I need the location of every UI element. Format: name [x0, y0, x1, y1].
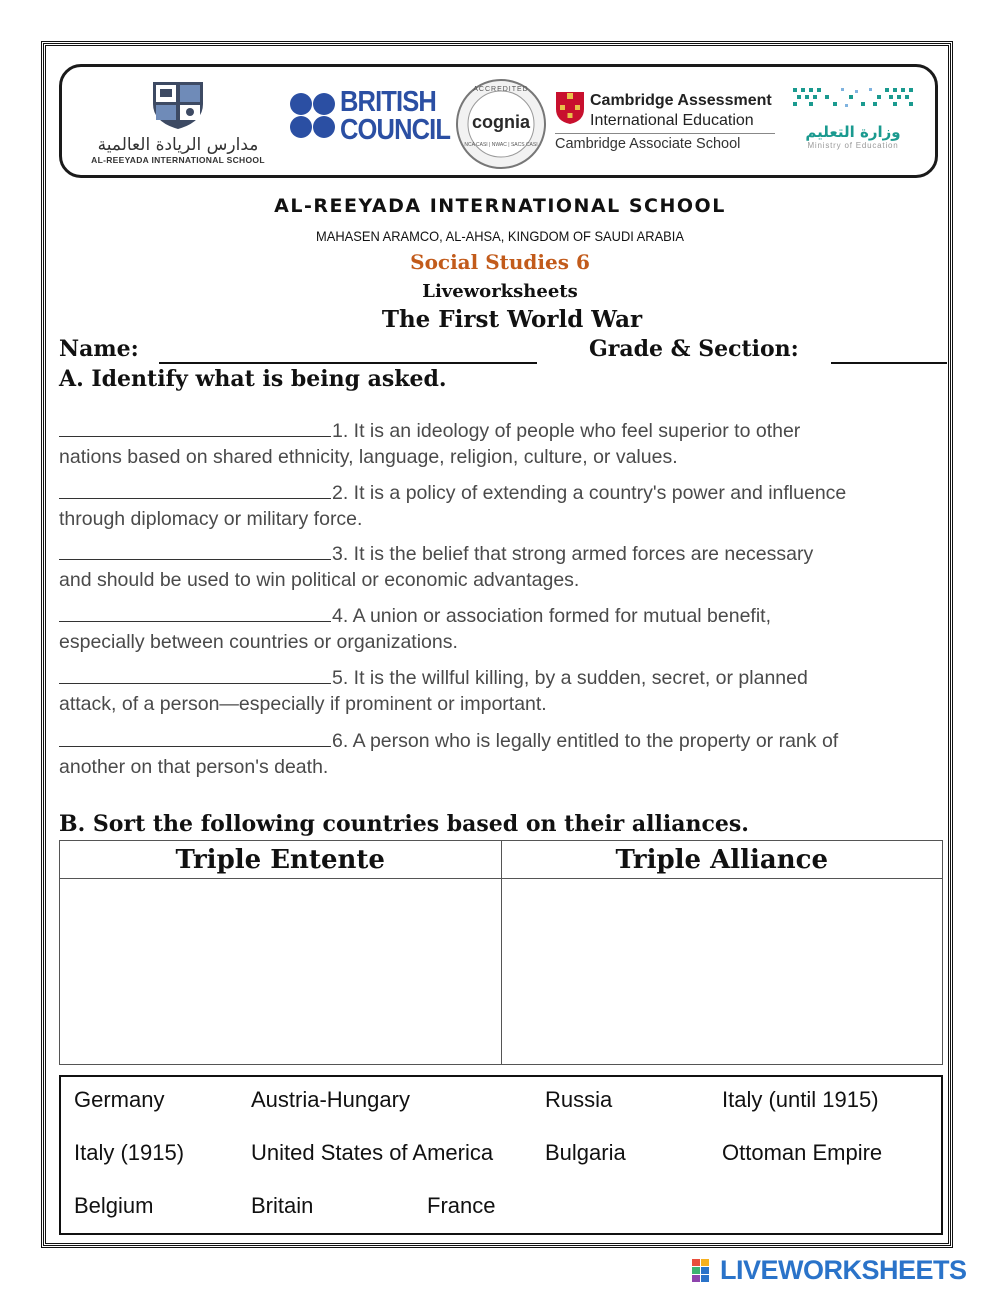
- country-bulgaria[interactable]: Bulgaria: [545, 1140, 626, 1165]
- question-4: [59, 603, 949, 655]
- country-belgium[interactable]: Belgium: [74, 1193, 154, 1218]
- school-name: AL-REEYADA INTERNATIONAL SCHOOL: [274, 195, 726, 217]
- reeyada-shield-icon: [151, 80, 205, 130]
- question-3-line1: 3. It is the belief that strong armed forces are necessary: [332, 543, 814, 565]
- question-5: [59, 665, 949, 717]
- name-input-line[interactable]: [159, 362, 537, 364]
- question-2-line2: through diplomacy or military force.: [59, 508, 363, 530]
- country-austria-hungary[interactable]: Austria-Hungary: [251, 1087, 410, 1112]
- cognia-logo: [455, 78, 547, 170]
- answer-blank-6[interactable]: [59, 728, 331, 747]
- question-5-line2: attack, of a person—especially if prominent or important.: [59, 693, 547, 715]
- grade-section-label: Grade & Section:: [589, 336, 799, 362]
- question-2-line1: 2. It is a policy of extending a country's power and influence: [332, 482, 847, 504]
- country-italy-1915[interactable]: Italy (1915): [74, 1140, 185, 1165]
- triple-alliance-dropzone[interactable]: [501, 879, 943, 1065]
- triple-entente-header: Triple Entente: [60, 841, 502, 879]
- answer-blank-2[interactable]: [59, 480, 331, 499]
- moe-logo: [788, 86, 918, 156]
- moe-arabic: وزارة التعليم: [805, 123, 901, 141]
- british-council-logo: [289, 86, 451, 152]
- section-a-heading: A. Identify what is being asked.: [59, 366, 447, 392]
- question-2: [59, 480, 949, 532]
- reeyada-logo: [66, 80, 290, 166]
- name-label: Name:: [59, 336, 139, 362]
- country-france[interactable]: France: [427, 1193, 496, 1218]
- school-address: MAHASEN ARAMCO, AL-AHSA, KINGDOM OF SAUDI ARABIA: [316, 228, 684, 244]
- question-4-line1: 4. A union or association formed for mutual benefit,: [332, 605, 772, 627]
- alliance-sort-table: [59, 840, 943, 1065]
- cambridge-logo: [555, 88, 780, 158]
- country-italy-until-1915[interactable]: Italy (until 1915): [722, 1087, 879, 1112]
- word-bank: [59, 1075, 943, 1235]
- question-1-line1: 1. It is an ideology of people who feel superior to other: [332, 420, 801, 442]
- worksheet-title: The First World War: [381, 306, 643, 333]
- cambridge-line2: International Education: [590, 112, 754, 129]
- country-russia[interactable]: Russia: [545, 1087, 613, 1112]
- country-usa[interactable]: United States of America: [251, 1140, 494, 1165]
- reeyada-english-name: AL-REEYADA INTERNATIONAL SCHOOL: [91, 155, 265, 165]
- cambridge-line3: Cambridge Associate School: [555, 136, 741, 152]
- question-6-line1: 6. A person who is legally entitled to the property or rank of: [332, 730, 839, 752]
- cambridge-crest-icon: [555, 91, 585, 125]
- british-council-line2: COUNCIL: [340, 114, 451, 146]
- question-5-line1: 5. It is the willful killing, by a sudden, secret, or planned: [332, 667, 808, 689]
- triple-entente-dropzone[interactable]: [60, 879, 502, 1065]
- moe-pixel-pattern-icon: [789, 86, 917, 110]
- question-1-line2: nations based on shared ethnicity, language, religion, culture, or values.: [59, 446, 678, 468]
- answer-blank-1[interactable]: [59, 418, 331, 437]
- country-germany[interactable]: Germany: [74, 1087, 165, 1112]
- cambridge-divider: [555, 133, 775, 134]
- question-1: [59, 418, 949, 470]
- grade-section-input-line[interactable]: [831, 362, 947, 364]
- question-6: [59, 728, 949, 780]
- british-council-dots-icon: [289, 92, 337, 150]
- cognia-name: cognia: [471, 112, 530, 132]
- section-b-heading: B. Sort the following countries based on their alliances.: [59, 811, 749, 837]
- question-6-line2: another on that person's death.: [59, 756, 329, 778]
- cambridge-line1: Cambridge Assessment: [590, 92, 772, 109]
- answer-blank-5[interactable]: [59, 665, 331, 684]
- question-3: [59, 541, 949, 593]
- moe-english: Ministry of Education: [807, 141, 899, 150]
- platform-label: Liveworksheets: [422, 281, 578, 302]
- liveworksheets-wordmark: LIVEWORKSHEETS: [720, 1255, 967, 1285]
- answer-blank-3[interactable]: [59, 541, 331, 560]
- triple-alliance-header: Triple Alliance: [501, 841, 943, 879]
- reeyada-arabic-name: مدارس الريادة العالمية: [97, 135, 259, 155]
- british-council-line1: BRITISH: [340, 86, 436, 118]
- cognia-sub: NCA CASI | NWAC | SACS CASI: [464, 142, 538, 148]
- country-britain[interactable]: Britain: [251, 1193, 314, 1218]
- country-ottoman-empire[interactable]: Ottoman Empire: [722, 1140, 883, 1165]
- answer-blank-4[interactable]: [59, 603, 331, 622]
- subject-title: Social Studies 6: [410, 250, 590, 274]
- question-3-line2: and should be used to win political or economic advantages.: [59, 569, 580, 591]
- cognia-accredited: ACCREDITED: [473, 86, 529, 93]
- liveworksheets-blocks-icon: [692, 1259, 718, 1283]
- question-4-line2: especially between countries or organizations.: [59, 631, 458, 653]
